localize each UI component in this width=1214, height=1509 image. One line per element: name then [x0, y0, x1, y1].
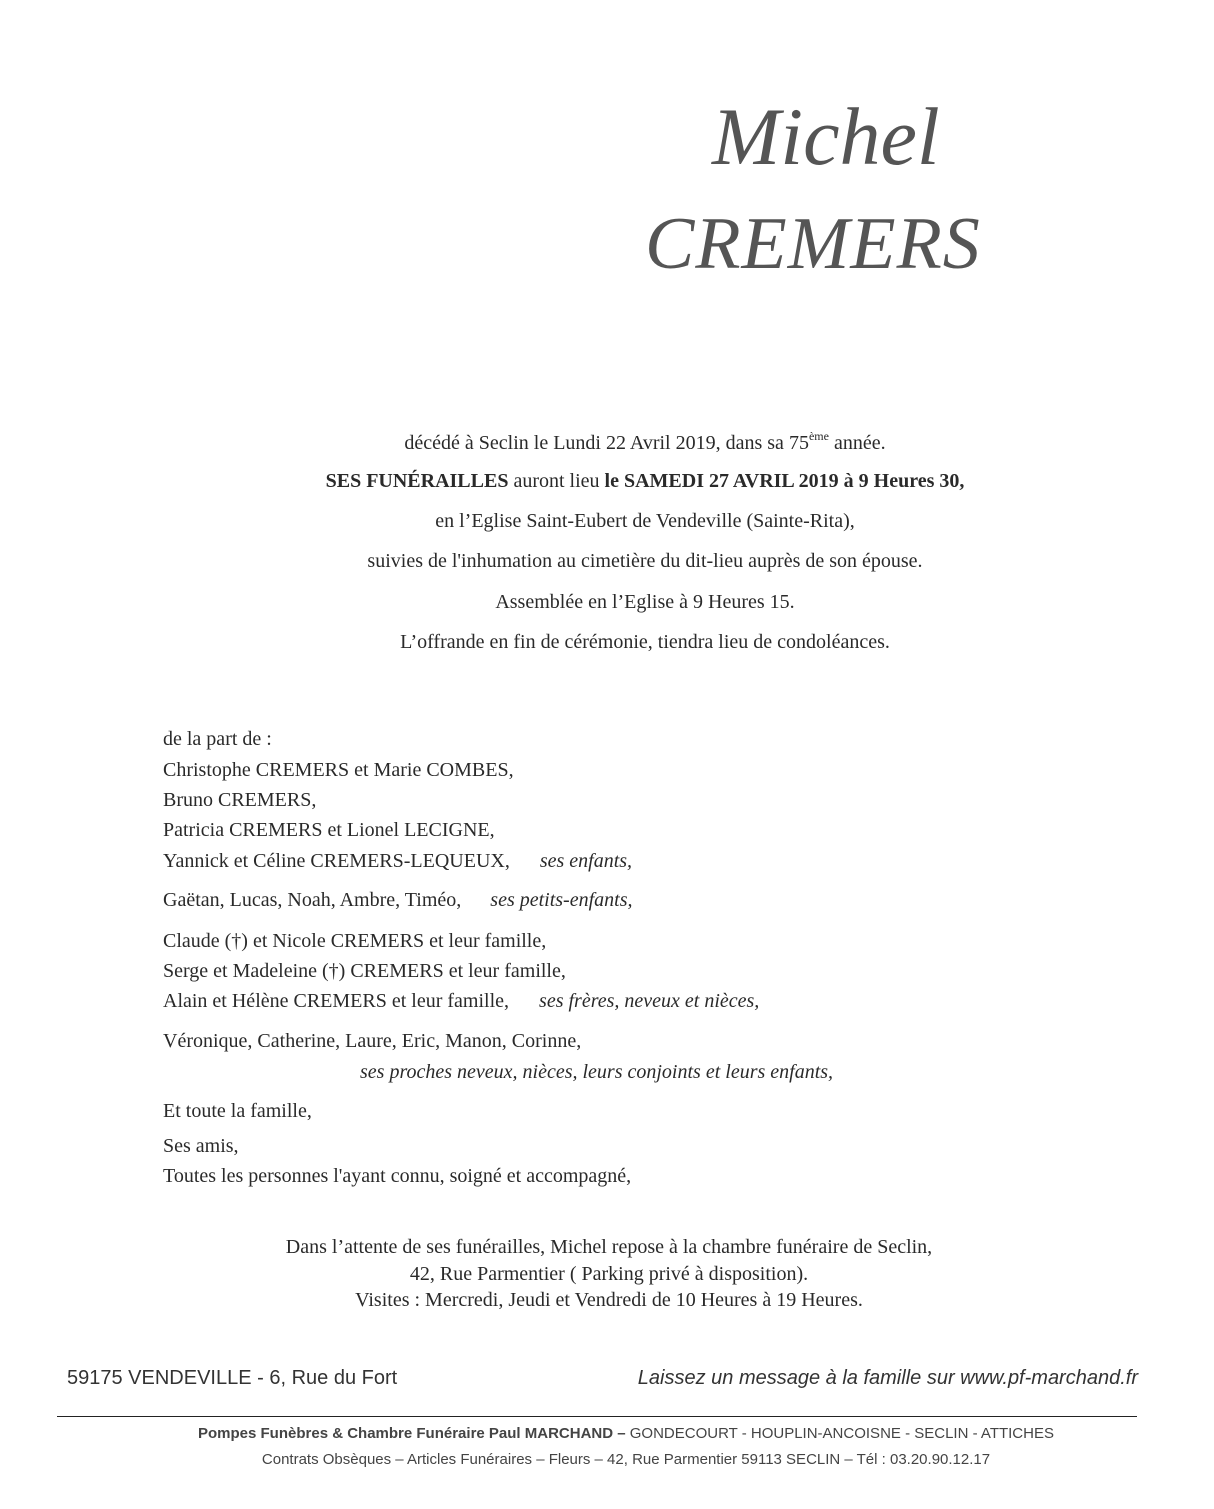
- family-child: Patricia CREMERS et Lionel LECIGNE,: [163, 819, 495, 841]
- burial-line: suivies de l'inhumation au cimetière du dit-lieu auprès de son épouse.: [367, 550, 923, 572]
- visitation-line: Visites : Mercredi, Jeudi et Vendredi de 10 Heures à 19 Heures.: [355, 1289, 863, 1311]
- death-notice-suffix: année.: [828, 432, 886, 454]
- family-other: Ses amis,: [163, 1135, 239, 1157]
- footer-company: [0, 1426, 1214, 1441]
- family-child: Bruno CREMERS,: [163, 789, 317, 811]
- footer-company-name: Pompes Funèbres & Chambre Funéraire Paul MARCHAND –: [198, 1425, 626, 1442]
- family-child: Christophe CREMERS et Marie COMBES,: [163, 759, 514, 781]
- family-other: Toutes les personnes l'ayant connu, soigné et accompagné,: [163, 1165, 632, 1187]
- funeral-date: le SAMEDI 27 AVRIL 2019 à 9 Heures 30,: [604, 470, 965, 492]
- deceased-last-name: CREMERS: [645, 203, 981, 285]
- funeral-mid: auront lieu: [508, 470, 605, 492]
- funeral-notice: [0, 471, 1214, 491]
- visitation-line: Dans l’attente de ses funérailles, Michel repose à la chambre funéraire de Seclin,: [285, 1236, 933, 1258]
- death-notice: [0, 430, 1214, 453]
- grandchildren-names: Gaëtan, Lucas, Noah, Ambre, Timéo,: [163, 889, 462, 911]
- footer-locations: GONDECOURT - HOUPLIN-ANCOISNE - SECLIN - ATTICHES: [625, 1425, 1054, 1442]
- children-relation: ses enfants,: [539, 850, 633, 872]
- death-notice-ordinal: ème: [808, 429, 829, 443]
- funeral-label: SES FUNÉRAILLES: [325, 470, 509, 492]
- assembly-line: Assemblée en l’Eglise à 9 Heures 15.: [495, 591, 795, 613]
- family-sibling: Alain et Hélène CREMERS et leur famille,: [163, 990, 510, 1012]
- family-other: Et toute la famille,: [163, 1100, 312, 1122]
- footer-message: Laissez un message à la famille sur www.pf-marchand.fr: [637, 1367, 1138, 1389]
- footer-address: 59175 VENDEVILLE - 6, Rue du Fort: [67, 1367, 398, 1389]
- family-sibling: Claude (†) et Nicole CREMERS et leur famille,: [163, 930, 547, 952]
- grandchildren-row: [163, 890, 633, 910]
- close-relatives-relation: ses proches neveux, nièces, leurs conjoints et leurs enfants,: [360, 1061, 834, 1083]
- visitation-line: 42, Rue Parmentier ( Parking privé à disposition).: [409, 1263, 809, 1285]
- deceased-first-name: Michel: [712, 91, 940, 182]
- family-child: Yannick et Céline CREMERS-LEQUEUX,: [163, 850, 510, 872]
- grandchildren-relation: ses petits-enfants,: [490, 889, 633, 911]
- church-line: en l’Eglise Saint-Eubert de Vendeville (Sainte-Rita),: [435, 510, 855, 532]
- family-intro: de la part de :: [163, 728, 272, 750]
- offering-line: L’offrande en fin de cérémonie, tiendra lieu de condoléances.: [400, 631, 890, 653]
- footer-divider: [57, 1416, 1137, 1417]
- family-child-row: [163, 851, 632, 871]
- death-notice-prefix: décédé à Seclin le Lundi 22 Avril 2019, dans sa 75: [404, 432, 809, 454]
- siblings-relation: ses frères, neveux et nièces,: [539, 990, 760, 1012]
- family-sibling: Serge et Madeleine (†) CREMERS et leur famille,: [163, 960, 566, 982]
- close-relatives: Véronique, Catherine, Laure, Eric, Manon, Corinne,: [163, 1030, 582, 1052]
- family-sibling-row: [163, 991, 759, 1011]
- footer-services: Contrats Obsèques – Articles Funéraires – Fleurs – 42, Rue Parmentier 59113 SECLIN – Tél : 03.20.90.12.17: [261, 1451, 991, 1468]
